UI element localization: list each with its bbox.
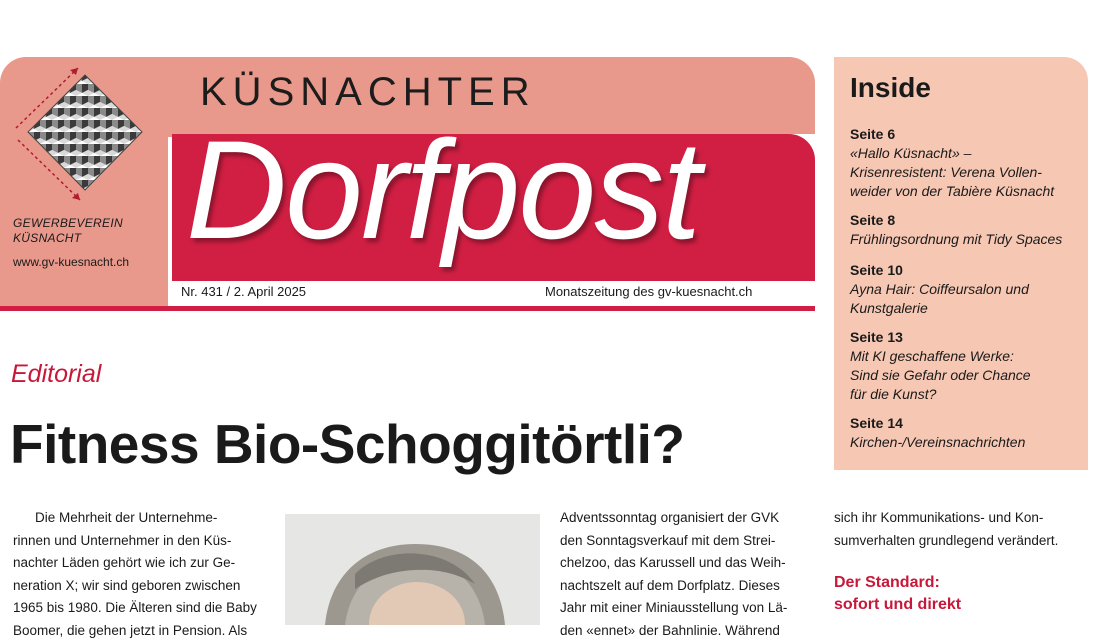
article-subhead [834, 572, 961, 616]
toc-page: Seite 8 [850, 211, 1062, 230]
toc-desc-line: Kirchen-/Vereinsnachrichten [850, 433, 1025, 452]
text-line: sich ihr Kommunikations- und Kon- [834, 507, 1084, 530]
toc-page: Seite 14 [850, 414, 1025, 433]
toc-page: Seite 10 [850, 261, 1029, 280]
text-line: Boomer, die gehen jetzt in Pension. Als [13, 620, 266, 642]
toc-desc-line: Kunstgalerie [850, 299, 1029, 318]
portrait-photo-icon [285, 514, 540, 625]
publisher-name [13, 216, 123, 246]
subhead-line: sofort und direkt [834, 594, 961, 616]
text-line: nachtszelt auf dem Dorfplatz. Dieses [560, 575, 816, 598]
masthead-tagline: Monatszeitung des gv-kuesnacht.ch [545, 284, 752, 299]
issue-number: Nr. 431 / 2. April 2025 [181, 284, 306, 299]
text-line: neration X; wir sind geboren zwischen [13, 575, 266, 598]
toc-desc-line: weider von der Tabière Küsnacht [850, 182, 1054, 201]
toc-desc-line: Ayna Hair: Coiffeursalon und [850, 280, 1029, 299]
text-line: Adventssonntag organisiert der GVK [560, 507, 816, 530]
inside-title: Inside [850, 72, 931, 104]
toc-desc-line: für die Kunst? [850, 385, 1031, 404]
toc-desc-line: Sind sie Gefahr oder Chance [850, 366, 1031, 385]
toc-desc-line: Frühlingsordnung mit Tidy Spaces [850, 230, 1062, 249]
article-column-3 [560, 507, 816, 642]
text-line: chelzoo, das Karussell und das Weih- [560, 552, 816, 575]
article-column-1 [13, 507, 266, 642]
text-line: nachter Läden gehört wie ich zur Ge- [13, 552, 266, 575]
text-line: den «ennet» der Bahnlinie. Während [560, 620, 816, 642]
text-line: den Sonntagsverkauf mit dem Strei- [560, 530, 816, 553]
article-headline: Fitness Bio-Schoggitörtli? [10, 412, 684, 476]
toc-item[interactable] [850, 211, 1062, 249]
text-line: Die Mehrheit der Unternehme- [13, 507, 266, 530]
toc-page: Seite 13 [850, 328, 1031, 347]
toc-item[interactable] [850, 261, 1029, 318]
toc-desc-line: Krisenresistent: Verena Vollen- [850, 163, 1054, 182]
cube-pattern-logo-icon [10, 60, 155, 210]
text-line: rinnen und Unternehmer in den Küs- [13, 530, 266, 553]
article-column-4 [834, 507, 1084, 552]
toc-page: Seite 6 [850, 125, 1054, 144]
toc-item[interactable] [850, 328, 1031, 404]
section-kicker: Editorial [11, 360, 101, 389]
toc-item[interactable] [850, 414, 1025, 452]
toc-desc-line: «Hallo Küsnacht» – [850, 144, 1054, 163]
text-line: Jahr mit einer Miniausstellung von Lä- [560, 597, 816, 620]
toc-desc-line: Mit KI geschaffene Werke: [850, 347, 1031, 366]
subhead-line: Der Standard: [834, 572, 961, 594]
publisher-url[interactable]: www.gv-kuesnacht.ch [13, 255, 129, 269]
text-line: 1965 bis 1980. Die Älteren sind die Baby [13, 597, 266, 620]
masthead-title: Dorfpost [186, 120, 699, 260]
text-line: sumverhalten grundlegend verändert. [834, 530, 1084, 553]
publisher-name-line1: GEWERBEVEREIN [13, 216, 123, 231]
publisher-name-line2: KÜSNACHT [13, 231, 123, 246]
toc-item[interactable] [850, 125, 1054, 201]
masthead-bottom-rule [0, 306, 815, 311]
masthead-brand-word: KÜSNACHTER [200, 70, 536, 115]
